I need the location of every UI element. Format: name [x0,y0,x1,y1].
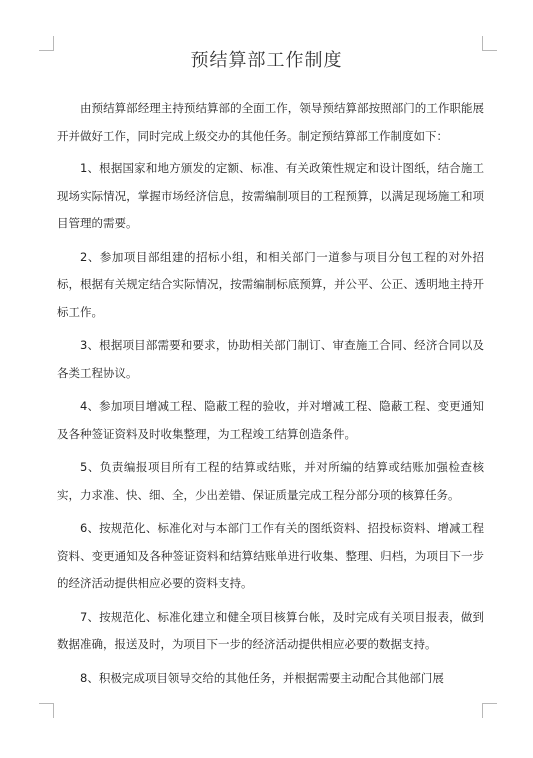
rule-item-1: 1、根据国家和地方颁发的定额、标准、有关政策性规定和设计图纸，结合施工现场实际情况，掌握市场经济信息，按需编制项目的工程预算，以满足现场施工和项目管理的需要。 [57,161,484,230]
rule-item-4: 4、参加项目增减工程、隐蔽工程的验收，并对增减工程、隐蔽工程、变更通知及各种签证资料及时收集整理，为工程竣工结算创造条件。 [57,399,484,441]
rule-item-2: 2、参加项目部组建的招标小组，和相关部门一道参与项目分包工程的对外招标，根据有关规定结合实际情况，按需编制标底预算，并公平、公正、透明地主持开标工作。 [57,249,484,319]
intro-paragraph: 由预结算部经理主持预结算部的全面工作，领导预结算部按照部门的工作职能展开并做好工作，同时完成上级交办的其他任务。制定预结算部工作制度如下： [57,101,484,143]
page-corner-mark-bottom-left [39,703,54,718]
page-corner-mark-bottom-right [482,703,497,718]
document-body [57,95,484,698]
rule-item-3: 3、根据项目部需要和要求，协助相关部门制订、审查施工合同、经济合同以及各类工程协议。 [57,338,484,380]
rule-item-7: 7、按规范化、标准化建立和健全项目核算台帐，及时完成有关项目报表，做到数据准确，报送及时，为项目下一步的经济活动提供相应必要的数据支持。 [57,609,484,651]
document-title: 预结算部工作制度 [190,50,343,71]
rule-item-6: 6、按规范化、标准化对与本部门工作有关的图纸资料、招投标资料、增减工程资料、变更通知及各种签证资料和结算结账单进行收集、整理、归档，为项目下一步的经济活动提供相应必要的资料支持。 [57,521,484,590]
rule-item-8: 8、积极完成项目领导交给的其他任务，并根据需要主动配合其他部门展 [80,670,444,685]
rule-item-5: 5、负责编报项目所有工程的结算或结账，并对所编的结算或结账加强检查核实，力求准、快、细、全，少出差错、保证质量完成工程分部分项的核算任务。 [57,460,484,502]
